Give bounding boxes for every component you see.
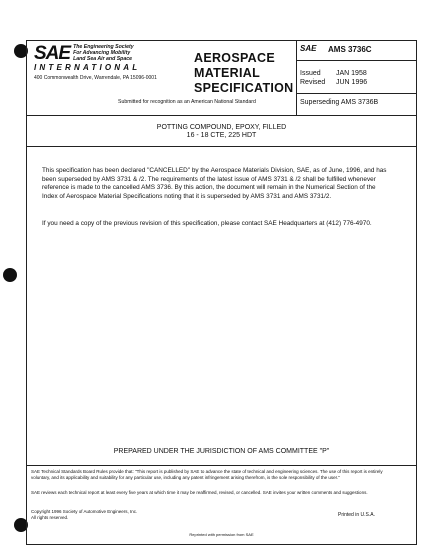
header-divider-spec: [296, 60, 417, 61]
footer-review-note: SAE reviews each technical report at least every five years at which time it may be reaffirmed, revised, or cancelled. SAE invites your written comments and suggestions.: [31, 490, 368, 495]
sae-address: 400 Commonwealth Drive, Warrendale, PA 15096-0001: [34, 75, 157, 81]
header-divider-vertical: [296, 40, 297, 115]
sae-logo: SAE: [34, 43, 71, 64]
jurisdiction-statement: PREPARED UNDER THE JURISDICTION OF AMS COMMITTEE "P": [113, 448, 330, 455]
issued-label: Issued: [300, 70, 321, 77]
header-divider-bottom: [26, 115, 417, 116]
submitted-note: Submitted for recognition as an American National Standard: [118, 99, 256, 105]
subject-line-1: POTTING COMPOUND, EPOXY, FILLED: [156, 124, 287, 131]
corner-sae-logo: SAE: [300, 44, 317, 53]
footer-divider: [26, 465, 417, 466]
footer-copyright: Copyright 1996 Society of Automotive Engineers, Inc.: [31, 509, 138, 514]
sae-international: INTERNATIONAL: [34, 63, 141, 72]
spec-number: AMS 3736C: [328, 45, 372, 54]
revised-date: JUN 1996: [336, 79, 368, 86]
sae-logo-block: [34, 44, 184, 81]
header-divider-superseding: [296, 93, 417, 94]
contact-paragraph: If you need a copy of the previous revision of this specification, please contact SAE Headquarters at (412) 776-4970.: [42, 220, 372, 227]
superseding-note: Superseding AMS 3736B: [300, 99, 379, 106]
footer-reprint-note: Reprinted with permission from SAE: [189, 532, 254, 537]
footer-rules-note: SAE Technical Standards Board Rules provide that: "This report is published by SAE to advance the state of technical and engineering sciences. The use of this report is entirely voluntary, and its applicability and suitability for any particular use, including any patent infringement arising therefrom, is the sole responsibility of the user.": [31, 469, 383, 480]
sae-tagline: The Engineering Society For Advancing Mobility Land Sea Air and Space: [73, 44, 134, 62]
binder-hole-middle: [3, 268, 17, 282]
subject-line-2: 16 - 18 CTE, 225 HDT: [186, 132, 257, 139]
subject-divider: [26, 146, 417, 147]
revised-label: Revised: [300, 79, 326, 86]
footer-rights: All rights reserved.: [31, 515, 69, 520]
issued-date: JAN 1958: [336, 70, 367, 77]
cancellation-paragraph: This specification has been declared "CANCELLED" by the Aerospace Materials Division, SAE, as of June, 1996, and has been superseded by AMS 3731 & /2. The requirements of the latest issue of AMS 3731 & /2 shall be fulfilled whenever reference is made to the cancelled AMS 3736. By this action, the document will remain in the Numerical Section of the Index of Aerospace Material Specifications noting that it is superseded by AMS 3731 and AMS 3731/2.: [42, 167, 387, 200]
document-type-title: AEROSPACE MATERIAL SPECIFICATION: [194, 51, 294, 95]
footer-printed: Printed in U.S.A.: [338, 512, 375, 518]
